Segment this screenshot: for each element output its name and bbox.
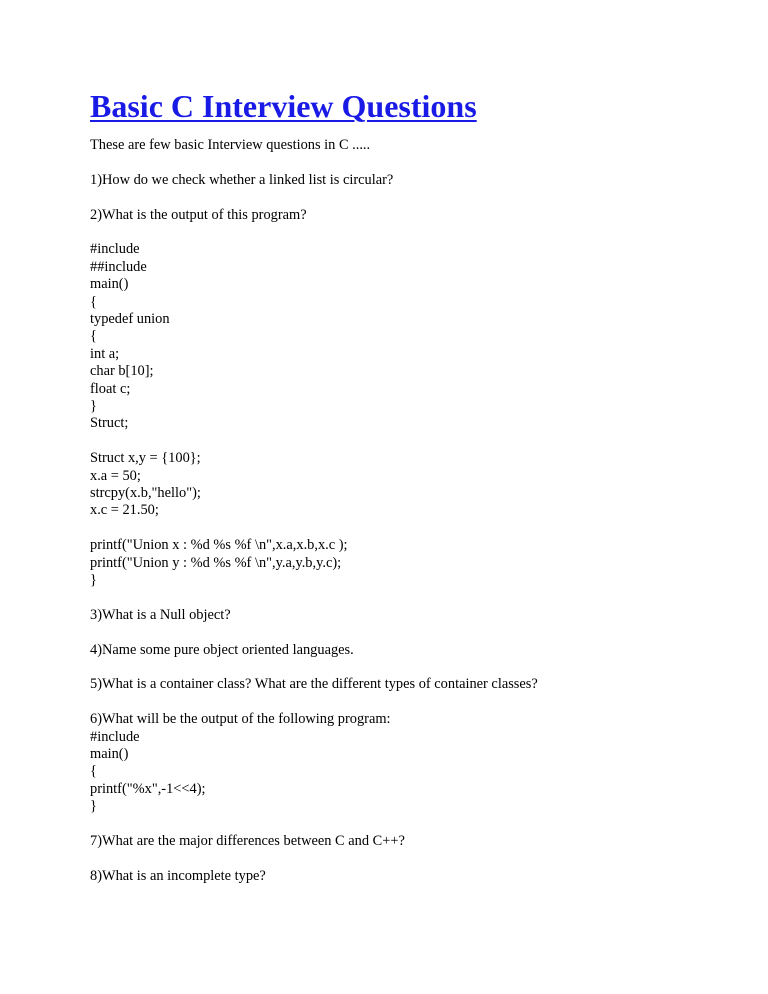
code-line: #include [90,728,140,745]
spacer [90,154,730,171]
code-line: strcpy(x.b,"hello"); [90,485,201,502]
code-line: printf("Union x : %d %s %f \n",x.a,x.b,x.c ); [90,537,348,554]
spacer [90,659,730,676]
code-line: x.a = 50; [90,467,141,484]
intro-text: These are few basic Interview questions in C ..... [90,137,371,153]
spacer [90,189,730,206]
code-line: char b[10]; [90,363,154,380]
spacer [90,224,730,241]
spacer [90,624,730,641]
code-line: main() [90,746,129,763]
question-5: 5)What is a container class? What are the different types of container classes? [90,676,538,693]
spacer [90,589,730,606]
question-1: 1)How do we check whether a linked list is circular? [90,171,394,188]
code-block-printf [90,537,730,589]
spacer [90,433,730,450]
document-page [90,86,730,885]
question-3: 3)What is a Null object? [90,606,231,623]
code-line: main() [90,276,129,293]
code-line: float c; [90,380,131,397]
code-line: } [90,798,97,815]
code-line: printf("%x",-1<<4); [90,780,206,797]
spacer [90,816,730,833]
code-line: Struct; [90,415,129,432]
question-8: 8)What is an incomplete type? [90,867,266,884]
page-title[interactable]: Basic C Interview Questions [90,88,477,124]
code-line: #include [90,241,140,258]
code-line: ##include [90,258,147,275]
code-line: printf("Union y : %d %s %f \n",y.a,y.b,y.c); [90,554,342,571]
code-block-shift [90,729,730,816]
spacer [90,694,730,711]
code-block-assignments [90,450,730,520]
code-line: Struct x,y = {100}; [90,450,201,467]
code-line: { [90,293,97,310]
question-6: 6)What will be the output of the following program: [90,711,391,728]
code-block-union-decl [90,241,730,432]
spacer [90,851,730,868]
code-line: int a; [90,345,120,362]
code-line: } [90,572,97,589]
question-4: 4)Name some pure object oriented languages. [90,641,354,658]
question-2: 2)What is the output of this program? [90,206,307,223]
spacer [90,520,730,537]
code-line: { [90,328,97,345]
code-line: typedef union [90,311,170,328]
question-7: 7)What are the major differences between C and C++? [90,833,405,850]
code-line: } [90,398,97,415]
code-line: { [90,763,97,780]
code-line: x.c = 21.50; [90,502,159,519]
